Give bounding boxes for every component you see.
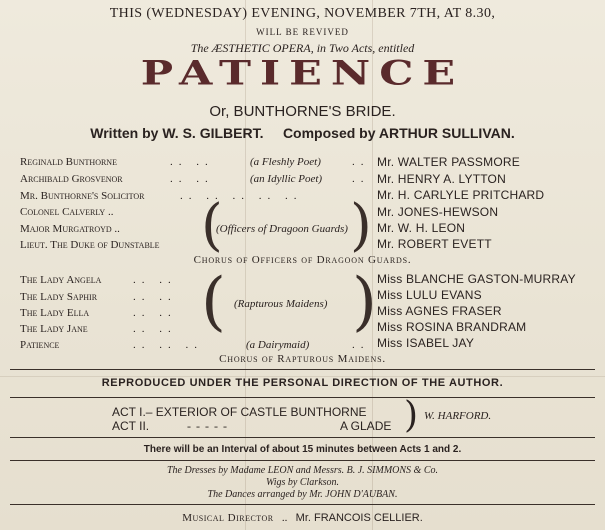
dots: .. [352, 156, 370, 168]
right-brace: ) [352, 265, 377, 339]
dots: .. .. [133, 323, 177, 335]
role-description: (Rapturous Maidens) [234, 298, 328, 310]
opera-title: PATIENCE [140, 54, 465, 93]
divider [10, 437, 595, 438]
actor-name: Miss ROSINA BRANDRAM [377, 320, 527, 334]
dots: .. [352, 339, 370, 351]
scenery-artist: W. HARFORD. [424, 410, 492, 422]
role-name: Reginald Bunthorne [20, 156, 117, 168]
divider [10, 369, 595, 370]
actor-name: Miss ISABEL JAY [377, 336, 475, 350]
act-1-scene: – EXTERIOR OF CASTLE BUNTHORNE [145, 405, 367, 419]
dots: .. .. .. [133, 339, 203, 351]
act-brace: ) [404, 395, 419, 436]
dances-credit: The Dances arranged by Mr. JOHN D'AUBAN. [207, 489, 398, 500]
actor-name: Miss AGNES FRASER [377, 304, 502, 318]
act-2-dashes: - - - - - [187, 419, 228, 433]
actor-name: Mr. H. CARLYLE PRITCHARD [377, 188, 545, 202]
divider [10, 460, 595, 461]
act-2-row [112, 419, 149, 433]
role-description: (an Idyllic Poet) [250, 173, 323, 185]
role-name: Major Murgatroyd .. [20, 223, 120, 235]
act-1-label: ACT I. [112, 405, 146, 419]
written-by-label: Written by [90, 125, 159, 141]
direction-note: REPRODUCED UNDER THE PERSONAL DIRECTION OF THE AUTHOR. [101, 377, 504, 389]
actor-name: Mr. W. H. LEON [377, 221, 466, 235]
actor-name: Mr. JONES-HEWSON [377, 205, 499, 219]
divider [10, 504, 595, 505]
musical-director-row [0, 512, 605, 524]
dots: .. .. [133, 291, 177, 303]
header-line-3: The ÆSTHETIC OPERA, in Two Acts, entitled [190, 41, 415, 55]
left-brace: ( [201, 193, 223, 258]
role-description: (a Dairymaid) [246, 339, 310, 351]
dresses-credit: The Dresses by Madame LEON and Messrs. B. J. SIMMONS & Co. [167, 465, 438, 476]
role-description: (Officers of Dragoon Guards) [216, 223, 348, 235]
header-line-1: THIS (WEDNESDAY) EVENING, NOVEMBER 7TH, AT 8.30, [109, 6, 496, 21]
actor-name: Miss BLANCHE GASTON-MURRAY [377, 272, 576, 286]
dots: .. .. [133, 307, 177, 319]
musical-director-name: Mr. FRANCOIS CELLIER. [295, 512, 423, 524]
dots: .. .. [170, 156, 214, 168]
left-brace: ( [201, 265, 226, 339]
dots: .. [281, 512, 288, 524]
role-name: The Lady Ella [20, 307, 90, 319]
role-name: The Lady Saphir [20, 291, 98, 303]
divider [10, 397, 595, 398]
dots: .. [352, 173, 370, 185]
wigs-credit: Wigs by Clarkson. [265, 477, 340, 488]
role-name: Mr. Bunthorne's Solicitor [20, 190, 145, 202]
author-name: W. S. GILBERT. [162, 125, 264, 141]
role-description: (a Fleshly Poet) [250, 156, 321, 168]
actor-name: Mr. HENRY A. LYTTON [377, 172, 506, 186]
role-name: The Lady Angela [20, 274, 102, 286]
chorus-maidens: Chorus of Rapturous Maidens. [219, 353, 386, 365]
header-line-2: WILL BE REVIVED [256, 27, 349, 37]
credits-line [0, 125, 605, 141]
actor-name: Mr. ROBERT EVETT [377, 237, 492, 251]
role-name: The Lady Jane [20, 323, 88, 335]
musical-director-label: Musical Director [182, 512, 274, 524]
role-name: Colonel Calverly .. [20, 206, 114, 218]
role-name: Archibald Grosvenor [20, 173, 123, 185]
act-2-label: ACT II. [112, 419, 150, 433]
composed-by-label: Composed by [282, 125, 376, 141]
role-name: Patience [20, 339, 60, 351]
interval-note: There will be an Interval of about 15 minutes between Acts 1 and 2. [143, 444, 462, 455]
dots: .. .. .. .. .. [180, 190, 303, 202]
opera-subtitle: Or, BUNTHORNE'S BRIDE. [209, 103, 396, 120]
dots: .. .. [170, 173, 214, 185]
act-2-scene: A GLADE [340, 419, 392, 433]
right-brace: ) [350, 193, 372, 258]
dots: .. .. [133, 274, 177, 286]
composer-name: ARTHUR SULLIVAN. [378, 125, 515, 141]
role-name: Lieut. The Duke of Dunstable [20, 239, 160, 251]
actor-name: Mr. WALTER PASSMORE [377, 155, 520, 169]
chorus-dragoons: Chorus of Officers of Dragoon Guards. [193, 254, 412, 266]
actor-name: Miss LULU EVANS [377, 288, 482, 302]
act-1-row [112, 405, 367, 419]
